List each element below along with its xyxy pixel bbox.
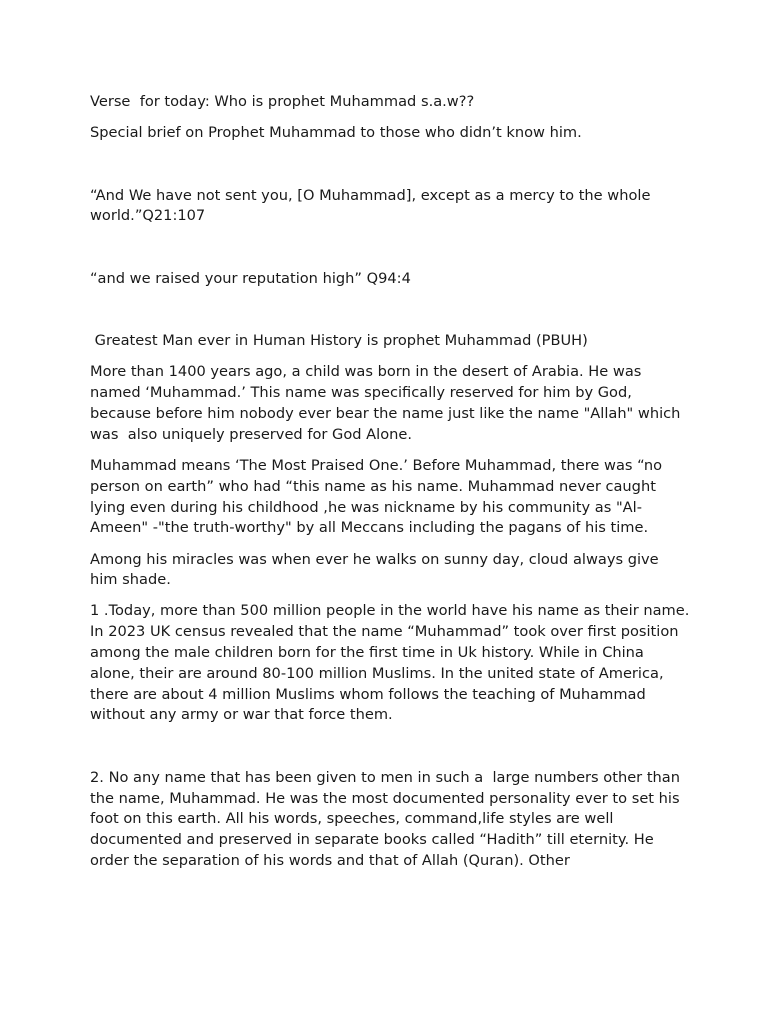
paragraph-meaning: Muhammad means ‘The Most Praised One.’ Before Muhammad, there was “no person on earth” who had “this name as his name. Muhammad never caught lying even during his childhood ,he was nickname by his community as "Al-Ameen" -"the truth-worthy" by all Meccans including the pagans of his time. (90, 456, 667, 537)
paragraph-birth: More than 1400 years ago, a child was born in the desert of Arabia. He was named ‘Muhammad.’ This name was specifically reserved for him by God, because before him nobody ever bear the name just like the name "Allah" which was also uniquely preserved for God Alone. (90, 363, 686, 443)
quote-q21-107: “And We have not sent you, [O Muhammad], except as a mercy to the whole world.”Q21:107 (90, 186, 656, 225)
document-page (90, 92, 695, 882)
heading-greatest-man: Greatest Man ever in Human History is prophet Muhammad (PBUH) (90, 332, 588, 350)
paragraph-point-1: 1 .Today, more than 500 million people in the world have his name as their name. In 2023 UK census revealed that the name “Muhammad” took over first position among the male children born for the first time in Uk history. While in China alone, their are around 80-100 million Muslims. In the united state of America, there are about 4 million Muslims whom follows the teaching of Muhammad without any army or war that force them. (90, 602, 695, 724)
brief-intro: Special brief on Prophet Muhammad to those who didn’t know him. (90, 124, 582, 142)
paragraph-miracles: Among his miracles was when ever he walks on sunny day, cloud always give him shade. (90, 550, 664, 589)
paragraph-point-2: 2. No any name that has been given to men in such a large numbers other than the name, Muhammad. He was the most documented personality ever to set his foot on this earth. All his words, speeches, command,life styles are well documented and preserved in separate books called “Hadith” till eternity. He order the separation of his words and that of Allah (Quran). Other (90, 768, 685, 870)
verse-title: Verse for today: Who is prophet Muhammad s.a.w?? (90, 93, 475, 110)
quote-q94-4: “and we raised your reputation high” Q94:4 (90, 269, 411, 287)
